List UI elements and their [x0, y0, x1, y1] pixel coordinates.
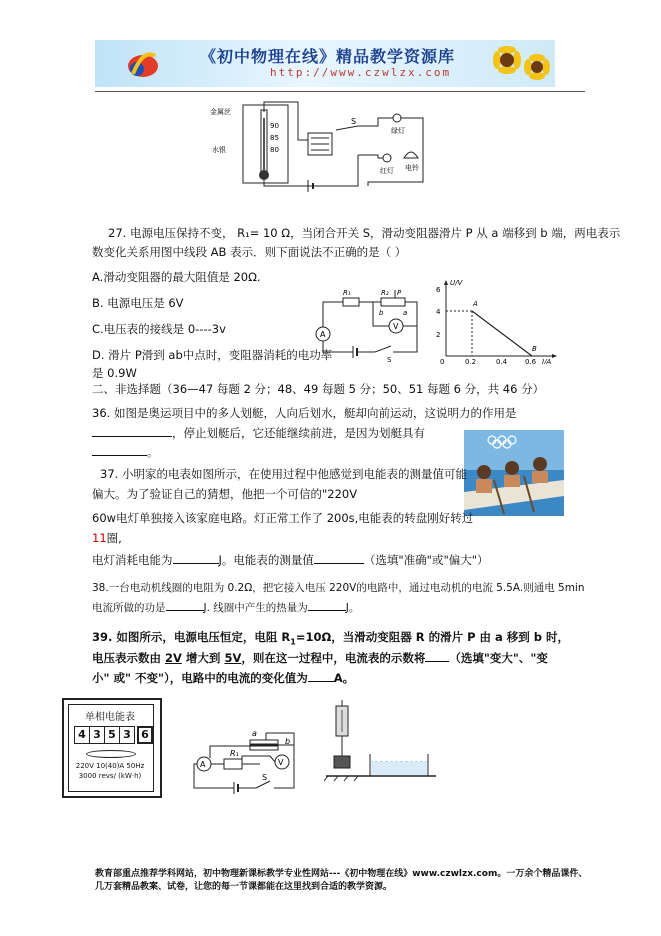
q27-circuit-diagram	[313, 282, 425, 364]
tick-80: 80	[270, 146, 279, 154]
meter-digit-decimal: 6	[137, 726, 153, 744]
point-b-label: B	[532, 345, 537, 353]
ammeter-label: A	[320, 330, 326, 339]
red-lamp-label: 红灯	[380, 167, 394, 175]
q39-voltage-start: 2V	[165, 651, 182, 665]
slider-p-label: P	[397, 289, 402, 297]
meter-digit: 4	[74, 726, 90, 744]
electric-meter	[62, 698, 162, 798]
q37-line3: 60w电灯单独接入该家庭电路。灯正常工作了 200s,电能表的转盘刚好转过	[92, 511, 474, 525]
banner-title: 《初中物理在线》精品教学资源库	[200, 47, 456, 66]
sunflower-icon	[485, 40, 555, 87]
green-lamp-label: 绿灯	[391, 127, 405, 135]
q36-line1: 36. 如图是奥运项目中的多人划艇，人向后划水，艇却向前运动，这说明力的作用是	[92, 406, 517, 420]
q27-option-d-line1: D. 滑片 P滑到 ab中点时，变阻器消耗的电功率	[92, 348, 333, 362]
xtick-0: 0	[440, 358, 445, 364]
voltmeter-label: V	[393, 322, 399, 331]
q36-line3	[92, 444, 159, 459]
meter-title: 单相电能表	[85, 712, 135, 723]
q39-line1-a: 39. 如图所示，电源电压恒定，电阻 R	[92, 630, 291, 644]
tick-90: 90	[270, 122, 279, 130]
q36-line3-end: 。	[147, 445, 159, 459]
header-banner	[95, 40, 555, 87]
q39-blank1[interactable]	[425, 650, 449, 662]
q39-voltage-end: 5V	[224, 651, 242, 665]
switch-label: S	[387, 356, 392, 364]
q39-line2-d: （选填"变大"、"变	[449, 651, 548, 665]
q36-line2	[92, 425, 425, 440]
xtick-06: 0.6	[525, 358, 537, 364]
switch-label: S	[262, 773, 268, 782]
q37-blank2[interactable]	[314, 552, 364, 564]
ytick-6: 6	[436, 286, 441, 294]
end-b-label: b	[379, 309, 384, 317]
q36-line2-text: ，停止划艇后，它还能继续前进，是因为划艇具有	[172, 426, 425, 440]
footer-line2: 几万套精品教案、试卷，让您的每一节课都能在这里找到合适的教学资源。	[95, 882, 393, 892]
graph-ylabel: U/V	[450, 279, 463, 287]
q39-line3	[92, 670, 354, 685]
q38-line2	[92, 599, 359, 615]
q37-line5-a: 电灯消耗电能为	[92, 553, 173, 567]
q37-line5-b: J。电能表的测量值	[218, 553, 314, 567]
xtick-02: 0.2	[465, 358, 477, 364]
rowing-photo	[464, 430, 564, 516]
q39-line3-b: A。	[333, 671, 355, 685]
ytick-4: 4	[436, 308, 441, 316]
q39-line2	[92, 650, 548, 665]
q39-r1-subscript: 1	[290, 637, 296, 647]
xtick-04: 0.4	[496, 358, 508, 364]
meter-spec-line2: 3000 revs/ (kW·h)	[78, 772, 142, 780]
q37-line2: 偏大。为了验证自己的猜想，他把一个可信的"220V	[92, 487, 358, 501]
r2-label: R₂	[381, 289, 389, 297]
q27-option-d-line2: 是 0.9W	[92, 366, 137, 380]
end-b-label: b	[285, 737, 291, 746]
meter-digit: 3	[120, 726, 135, 744]
q38-line2-b: J. 线圈中产生的热量为	[203, 602, 308, 614]
ammeter-label: A	[200, 760, 206, 769]
voltmeter-label: V	[278, 758, 284, 767]
q39-line2-b: 增大到	[181, 651, 225, 665]
meter-spec-line1: 220V 10(40)A 50Hz	[75, 762, 145, 770]
q39-blank2[interactable]	[308, 670, 334, 682]
q27-stem-line1: 27. 电源电压保持不变， R₁= 10 Ω，当闭合开关 S，滑动变阻器滑片 P 从 a 端移到 b 端，两电表示	[108, 226, 621, 240]
bell-label: 电铃	[405, 164, 419, 172]
q27-option-a: A.滑动变阻器的最大阻值是 20Ω.	[92, 270, 261, 284]
spring-scale-tank-figure	[324, 698, 444, 798]
point-a-label: A	[473, 300, 478, 308]
meter-digit: 5	[105, 726, 120, 744]
q39-line1-b: =10Ω，当滑动变阻器 R 的滑片 P 由 a 移到 b 时，	[295, 630, 570, 644]
q27-option-c: C.电压表的接线是 0----3v	[92, 322, 226, 336]
r1-label: R₁	[230, 749, 239, 758]
q27-u-i-graph	[428, 276, 564, 364]
wire-label: 金属丝	[210, 108, 231, 116]
q36-blank1[interactable]	[92, 425, 172, 437]
meter-digit: 3	[90, 726, 105, 744]
q37-line4	[92, 531, 122, 545]
end-a-label: a	[252, 729, 257, 738]
graph-xlabel: I/A	[542, 358, 552, 364]
mercury-label: 水银	[212, 146, 226, 154]
banner-url: http://www.czwlzx.com	[270, 66, 452, 79]
meter-digits	[74, 726, 153, 744]
tick-85: 85	[270, 134, 279, 142]
q38-line1: 38.一台电动机线圈的电阻为 0.2Ω，把它接入电压 220V的电路中，通过电动机的电流 5.5A.则通电 5min	[92, 582, 585, 594]
switch-s-label: S	[351, 117, 357, 126]
q36-blank2[interactable]	[92, 444, 147, 456]
ytick-2: 2	[436, 331, 441, 339]
q38-blank1[interactable]	[166, 599, 204, 611]
q37-line4-text: 圈,	[106, 531, 122, 545]
q37-line5	[92, 552, 489, 567]
footer-line1: 教育部重点推荐学科网站，初中物理新课标教学专业性网站---《初中物理在线》www.czwlzx.com。一万余个精品课件、	[95, 869, 588, 879]
q27-stem-line2: 数变化关系用图中线段 AB 表示．则下面说法不正确的是（ ）	[92, 245, 407, 259]
q38-line2-a: 电流所做的功是	[92, 602, 166, 614]
q37-revolutions: 11	[92, 531, 107, 545]
meter-disc	[86, 750, 136, 758]
header-rule	[95, 91, 585, 92]
q37-blank1[interactable]	[173, 552, 219, 564]
section-two-heading: 二、非选择题（36—47 每题 2 分；48、49 每题 5 分；50、51 每题 6 分，共 46 分）	[92, 382, 545, 396]
thermometer-alarm-diagram	[208, 100, 428, 192]
q39-circuit-diagram	[190, 726, 308, 796]
q39-line1	[92, 630, 569, 649]
q37-line1: 37. 小明家的电表如图所示，在使用过程中他感觉到电能表的测量值可能	[100, 467, 467, 481]
q37-line5-c: （选填"准确"或"偏大"）	[363, 553, 489, 567]
r1-label: R₁	[343, 289, 351, 297]
q38-line2-c: J。	[345, 602, 360, 614]
q39-line3-a: 小" 或" 不变"），电路中的电流的变化值为	[92, 671, 308, 685]
end-a-label: a	[403, 309, 408, 317]
q39-line2-a: 电压表示数由	[92, 651, 166, 665]
q27-option-b: B. 电源电压是 6V	[92, 296, 184, 310]
q38-blank2[interactable]	[308, 599, 346, 611]
site-logo	[123, 44, 163, 84]
q39-line2-c: ，则在这一过程中，电流表的示数将	[241, 651, 426, 665]
